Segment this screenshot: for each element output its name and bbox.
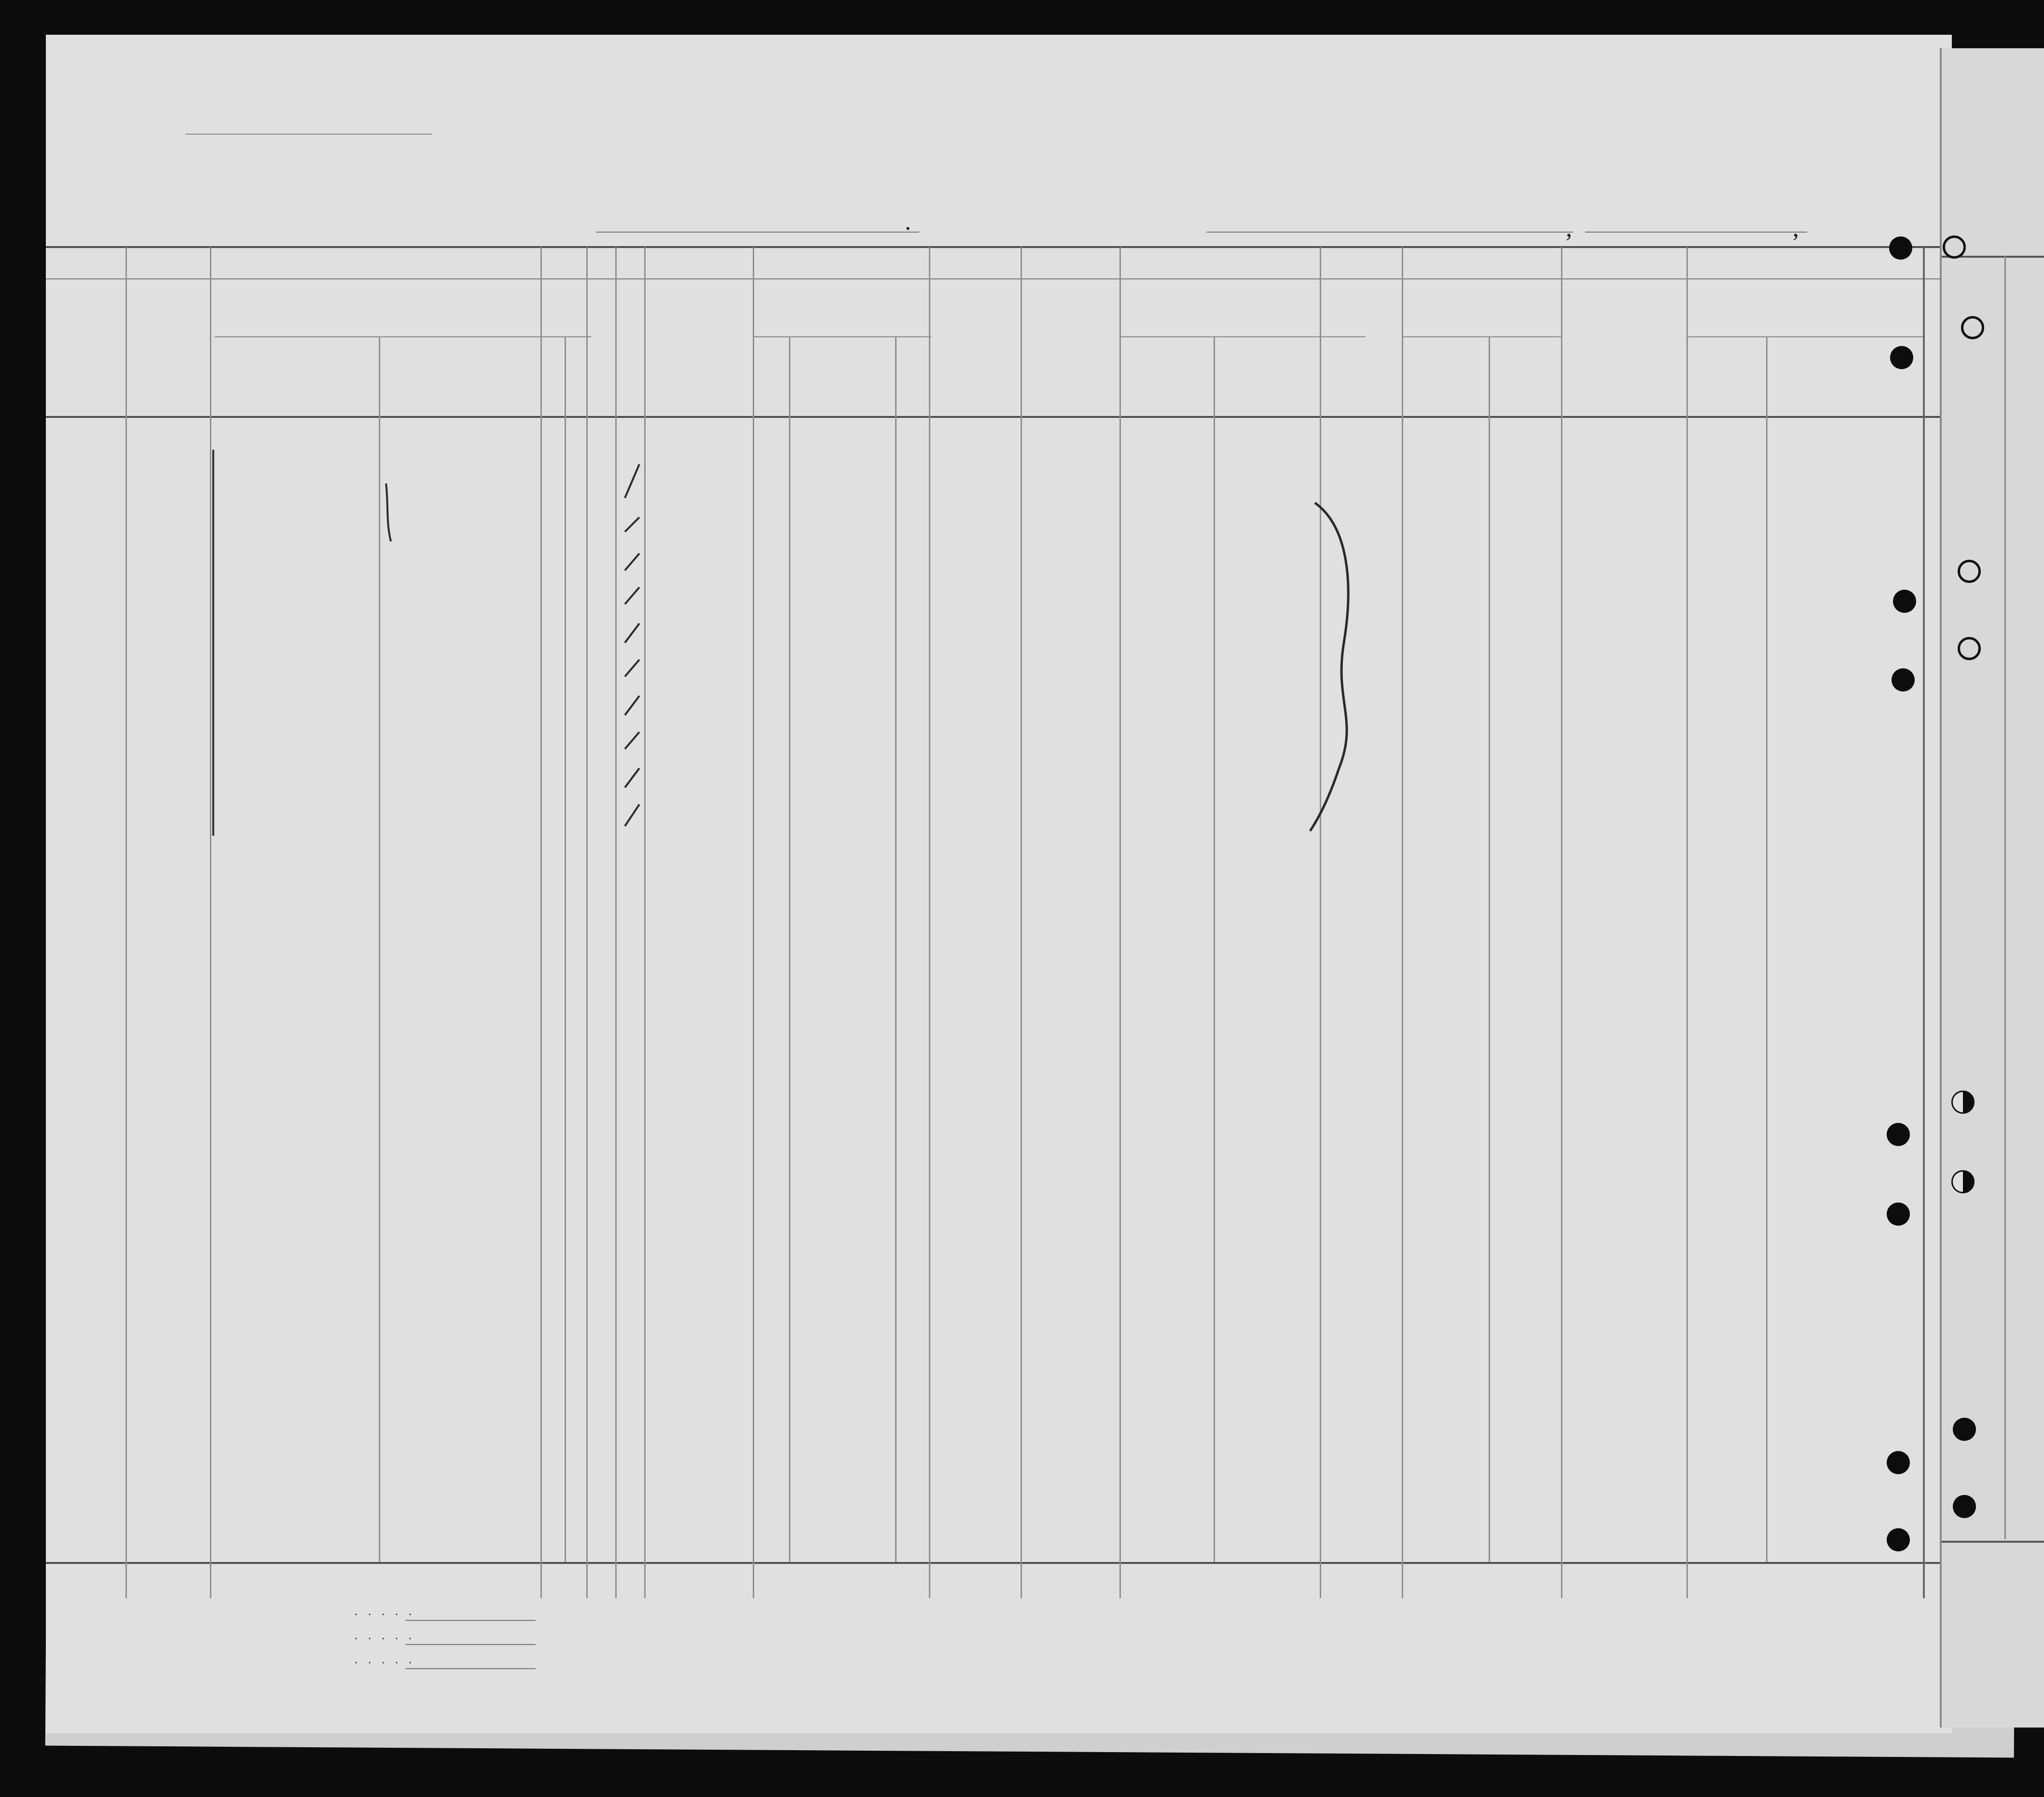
col-line — [1686, 247, 1688, 1598]
col-line — [615, 247, 617, 1598]
col-line — [586, 247, 588, 1598]
col-line — [210, 247, 211, 1598]
adjacent-rule — [1942, 1541, 2044, 1543]
footer-citizens-line — [405, 1644, 536, 1645]
col-line — [1320, 247, 1321, 1598]
header-top-rule — [46, 246, 1952, 248]
col-line — [753, 247, 754, 1598]
ports-line — [1206, 232, 1573, 233]
punch-hole — [1887, 1528, 1910, 1551]
adjacent-col-line — [2004, 256, 2006, 1539]
manifest-sheet — [46, 35, 1952, 1733]
col-line — [1402, 247, 1403, 1598]
punch-hole — [1887, 1203, 1910, 1226]
punch-hole — [1958, 560, 1981, 583]
ship-line — [596, 232, 919, 233]
footer-dots: . . . . . — [355, 1630, 415, 1642]
birth-subrule — [1119, 336, 1366, 337]
punch-hole — [1889, 236, 1912, 260]
col-line — [1021, 247, 1022, 1598]
col-line — [895, 336, 897, 1562]
punch-hole — [1943, 235, 1966, 259]
punch-hole — [1953, 1495, 1976, 1518]
col-line — [789, 336, 790, 1562]
table-bottom-rule — [46, 1562, 1952, 1564]
col-line — [565, 336, 566, 1562]
col-line — [1766, 336, 1768, 1562]
header-bottom-rule — [46, 416, 1952, 418]
col-line — [540, 247, 542, 1598]
list-line — [186, 134, 432, 135]
footer-aliens-line — [405, 1668, 536, 1669]
punch-hole — [1961, 316, 1984, 339]
punch-hole — [1958, 637, 1981, 660]
footer-dots: . . . . . — [355, 1605, 415, 1618]
handwritten-tick — [379, 479, 398, 546]
able-subrule — [753, 336, 931, 337]
punch-hole — [1887, 1123, 1910, 1146]
handwritten-slash-marks — [615, 459, 654, 845]
res-subrule — [1686, 336, 1923, 337]
punch-hole — [1951, 1091, 1975, 1114]
punch-hole — [1890, 346, 1913, 369]
col-line — [1119, 247, 1121, 1598]
punch-hole — [1893, 590, 1916, 613]
footer-dots: . . . . . — [355, 1654, 415, 1666]
col-line — [1561, 247, 1562, 1598]
bracket-line — [212, 450, 214, 836]
col-line — [929, 247, 930, 1598]
date-line — [1585, 232, 1807, 233]
issued-subrule — [1402, 336, 1561, 337]
ports-comma: , — [1566, 215, 1572, 242]
col-line — [1489, 336, 1490, 1562]
date-comma: , — [1793, 215, 1799, 242]
col-line — [1923, 247, 1925, 1598]
adjacent-sheet — [1940, 48, 2044, 1728]
age-subrule — [540, 336, 584, 337]
punch-hole — [1953, 1418, 1976, 1441]
colnum-rule — [46, 278, 1952, 279]
footer-total-line — [405, 1620, 536, 1621]
name-subrule — [215, 336, 591, 337]
col-line — [125, 247, 127, 1598]
punch-hole — [1892, 668, 1915, 691]
col-line — [644, 247, 646, 1598]
punch-hole — [1887, 1451, 1910, 1474]
ship-line-period: . — [905, 208, 911, 235]
punch-hole — [1951, 1170, 1975, 1193]
col-line — [1214, 336, 1215, 1562]
handwritten-bracket — [1305, 498, 1363, 836]
